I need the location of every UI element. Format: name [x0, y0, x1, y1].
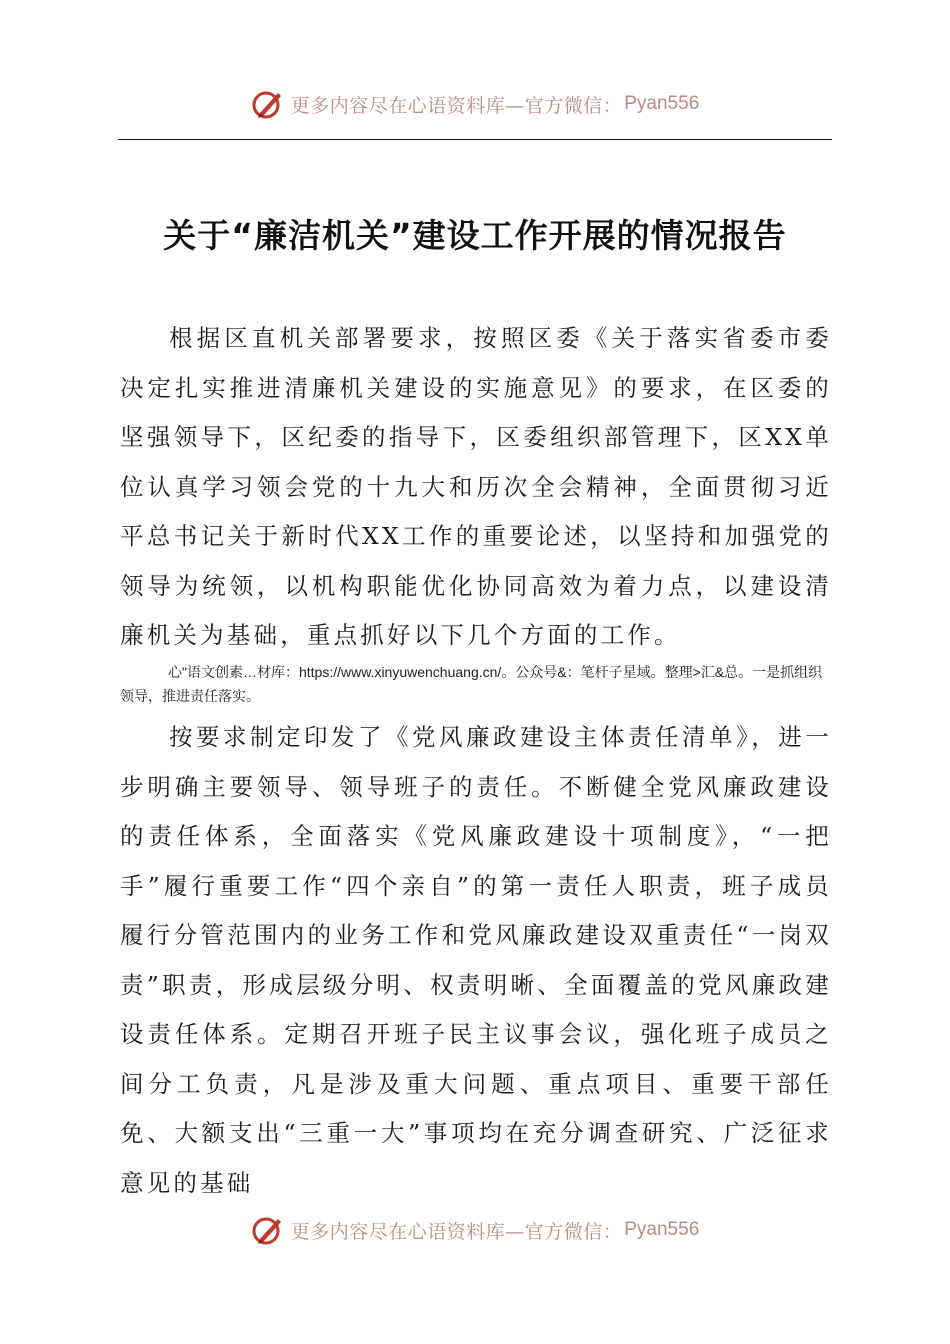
header-banner: [0, 84, 950, 124]
banner-text: 更多内容尽在心语资料库—官方微信：: [290, 1220, 623, 1243]
paragraph-2: 按要求制定印发了《党风廉政建设主体责任清单》，进一步明确主要领导、领导班子的责任。不断健全党风廉政建设的责任体系，全面落实《党风廉政建设十项制度》，“一把手”履行重要工作“四个亲自”的第一责任人职责，班子成员履行分管范围内的业务工作和党风廉政建设双重责任“一岗双责”职责，形成层级分明、权责明晰、全面覆盖的党风廉政建设责任体系。定期召开班子民主议事会议，强化班子成员之间分工负责，凡是涉及重大问题、重点项目、重要干部任免、大额支出“三重一大”事项均在充分调查研究、广泛征求意见的基础: [120, 723, 832, 1197]
banner-text: 更多内容尽在心语资料库—官方微信：: [290, 94, 623, 117]
wechat-id: Pyan556: [624, 1219, 700, 1240]
pen-logo-icon: [251, 87, 285, 121]
wechat-id: Pyan556: [624, 93, 700, 114]
source-note: 心"语文创素…材库：https://www.xinyuwenchuang.cn/。公众号&：笔杆子星域。整理>汇&总。一是抓组织领导，推进责任落实。: [120, 664, 823, 704]
paragraph-1: 根据区直机关部署要求，按照区委《关于落实省委市委决定扎实推进清廉机关建设的实施意见》的要求，在区委的坚强领导下，区纪委的指导下，区委组织部管理下，区XX单位认真学习领会党的十九大和历次全会精神，全面贯彻习近平总书记关于新时代XX工作的重要论述，以坚持和加强党的领导为统领，以机构职能优化协同高效为着力点，以建设清廉机关为基础，重点抓好以下几个方面的工作。: [120, 324, 832, 649]
header-divider: [118, 139, 832, 140]
document-title: 关于“廉洁机关”建设工作开展的情况报告: [163, 216, 787, 256]
footer-banner: [0, 1210, 950, 1250]
pen-logo-icon: [251, 1213, 285, 1247]
